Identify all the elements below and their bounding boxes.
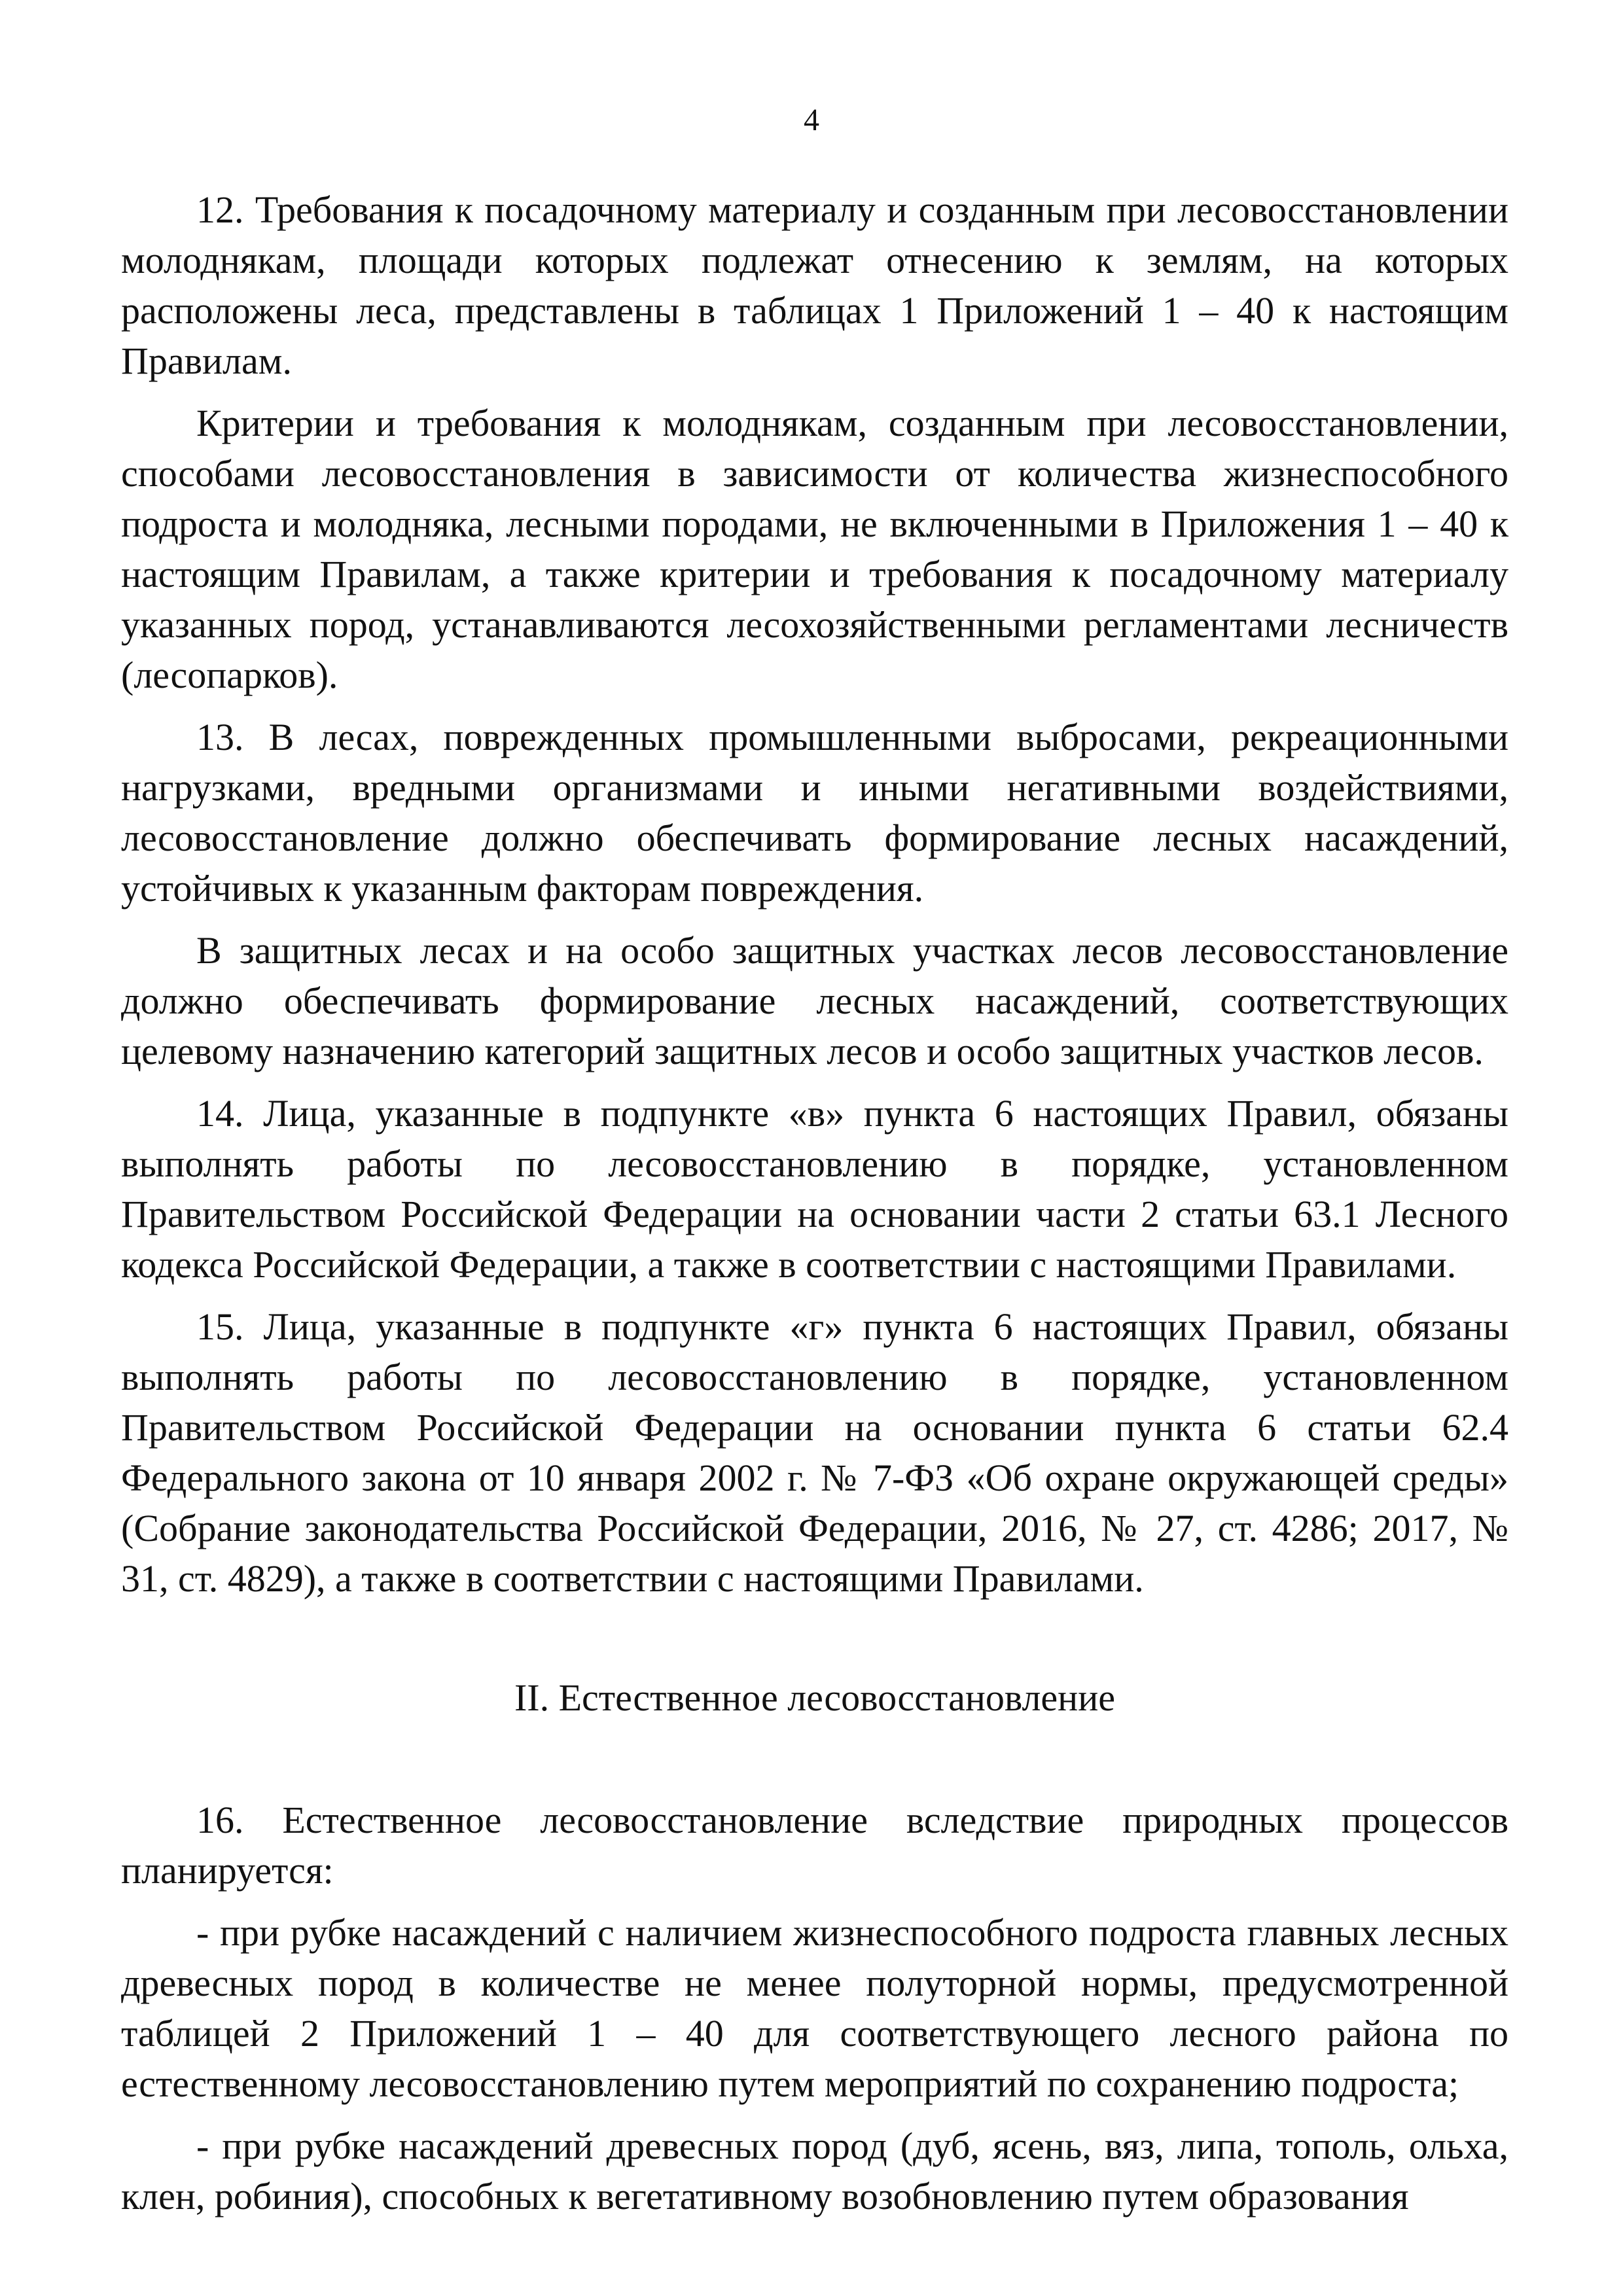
paragraph-13-continued: В защитных лесах и на особо защитных участках лесов лесовосстановление должно обеспечивать формирование лесных насаждений, соответствующих целевому назначению категорий защитных лесов и особо защитных участков лесов.	[121, 929, 1508, 1072]
paragraph-12: 12. Требования к посадочному материалу и созданным при лесовосстановлении молоднякам, площади которых подлежат отнесению к землям, на которых расположены леса, представлены в таблицах 1 Приложений 1 – 40 к настоящим Правилам.	[121, 188, 1508, 382]
page-number: 4	[804, 103, 819, 137]
paragraph-12-continued: Критерии и требования к молоднякам, созданным при лесовосстановлении, способами лесовосстановления в зависимости от количества жизнеспособного подроста и молодняка, лесными породами, не включенными в Приложения 1 – 40 к настоящим Правилам, а также критерии и требования к посадочному материалу указанных пород, устанавливаются лесохозяйственными регламентами лесничеств (лесопарков).	[121, 402, 1508, 696]
paragraph-16: 16. Естественное лесовосстановление вследствие природных процессов планируется:	[121, 1799, 1508, 1892]
paragraph-13: 13. В лесах, поврежденных промышленными выбросами, рекреационными нагрузками, вредными организмами и иными негативными воздействиями, лесовосстановление должно обеспечивать формирование лесных насаждений, устойчивых к указанным факторам повреждения.	[121, 716, 1508, 910]
paragraph-15: 15. Лица, указанные в подпункте «г» пункта 6 настоящих Правил, обязаны выполнять работы по лесовосстановлению в порядке, установленном Правительством Российской Федерации на основании пункта 6 статьи 62.4 Федерального закона от 10 января 2002 г. № 7-ФЗ «Об охране окружающей среды» (Собрание законодательства Российской Федерации, 2016, № 27, ст. 4286; 2017, № 31, ст. 4829), а также в соответствии с настоящими Правилами.	[121, 1305, 1508, 1600]
paragraph-14: 14. Лица, указанные в подпункте «в» пункта 6 настоящих Правил, обязаны выполнять работы по лесовосстановлению в порядке, установленном Правительством Российской Федерации на основании части 2 статьи 63.1 Лесного кодекса Российской Федерации, а также в соответствии с настоящими Правилами.	[121, 1092, 1508, 1286]
paragraph-16-item-1: - при рубке насаждений с наличием жизнеспособного подроста главных лесных древесных пород в количестве не менее полуторной нормы, предусмотренной таблицей 2 Приложений 1 – 40 для соответствующего лесного района по естественному лесовосстановлению путем мероприятий по сохранению подроста;	[121, 1911, 1508, 2105]
paragraph-16-item-2: - при рубке насаждений древесных пород (дуб, ясень, вяз, липа, тополь, ольха, клен, робиния), способных к вегетативному возобновлению путем образования	[121, 2125, 1508, 2217]
document-body	[121, 185, 1508, 2221]
section-heading: II. Естественное лесовосстановление	[514, 1676, 1115, 1719]
